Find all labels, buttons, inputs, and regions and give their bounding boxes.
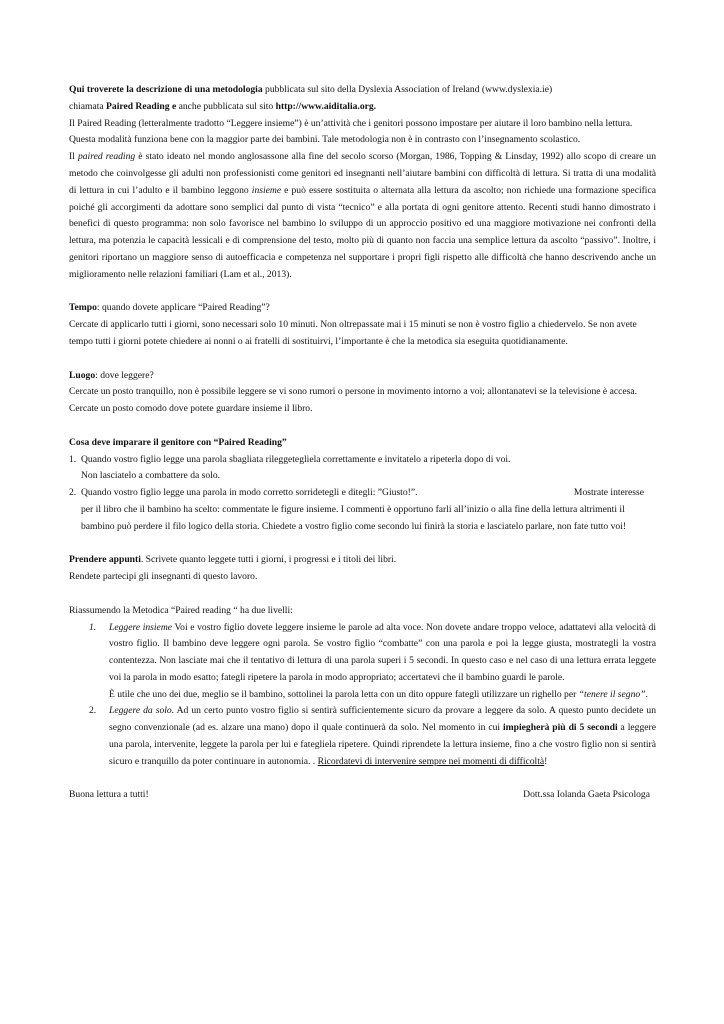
luogo-heading: Luogo: dove leggere? — [69, 369, 154, 381]
level-2: 2. Leggere da solo. Ad un certo punto vostro figlio si sentirà sufficientemente sicuro da provare a leggere da solo. A questo punto decidete un segno convenzionale (ad es. alzare una mano) dopo il quale continuerà da solo. Nel momento in cui impiegherà più di 5 secondi a leggere una parola, intervenite, leggete la parola per lui e fategliela ripetere. Quindi riprendete la lettura insieme, fino a che vostro figlio non si sentirà sicuro e tranquillo da poter continuare in autonomia. . Ricordatevi di intervenire sempre nei momenti di difficoltà! — [89, 705, 656, 767]
tempo-text: Cercate di applicarlo tutti i giorni, sono necessari solo 10 minuti. Non oltrepassate mai i 15 minuti se non è vostro figlio a chiedervelo. Se non avete tempo tutti i giorni potete chiedere ai nonni o ai fratelli di sostituirvi, l’importante è che la metodica sia eseguita quotidianamente. — [69, 319, 637, 347]
level-1: 1. Leggere insieme Voi e vostro figlio dovete leggere insieme le parole ad alta voce. Non dovete andare troppo veloce, adattatevi alla velocità di vostro figlio. Il bambino deve leggere ogni parola. Se vostro figlio “combatte” con una parola e poi la legge giusta, mostrategli la vostra contentezza. Non lasciate mai che il tentativo di lettura di una parola superi i 5 secondi. In questo caso e nel caso di una lettura errata leggete voi la parola in modo esatto; fategli ripetere la parola in modo appropriato; accertatevi che il bambino guardi le parole. È utile che uno dei due, meglio se il bambino, sottolinei la parola letta con un dito oppure fategli utilizzare un righello per “tenere il segno”. — [89, 621, 656, 700]
appunti-line-2: Rendete partecipi gli insegnanti di questo lavoro. — [69, 571, 258, 583]
genitore-item-2: 2. Quando vostro figlio legge una parola in modo corretto sorridetegli e ditegli: ”Giusto!”. Mostrate interesse — [69, 487, 644, 499]
genitore-heading: Cosa deve imparare il genitore con “Paired Reading” — [69, 436, 287, 448]
footer — [69, 787, 656, 804]
intro-line-1: Qui troverete la descrizione di una metodologia pubblicata sul sito della Dyslexia Association of Ireland (www.dyslexia.ie) — [69, 84, 553, 95]
document-page — [69, 82, 656, 804]
genitore-item-2-cont-1: per il libro che il bambino ha scelto: commentate le figure insieme. I commenti è opportuno farli all’inizio o alla fine della lettura altrimenti il — [81, 503, 625, 515]
riassunto-intro: Riassumendo la Metodica “Paired reading “ ha due livelli: — [69, 604, 293, 616]
intro-line-3: Il Paired Reading (letteralmente tradotto “Leggere insieme”) è un’attività che i genitori possono impostare per aiutare il loro bambino nella lettura. — [69, 117, 633, 129]
genitore-item-2-cont-2: bambino può perdere il filo logico della storia. Chiedete a vostro figlio come secondo lui finirà la storia e lasciatelo parlare, non fate tutto voi! — [81, 520, 627, 532]
aiditalia-link[interactable]: http://www.aiditalia.org. — [275, 100, 377, 112]
genitore-item-1: 1. Quando vostro figlio legge una parola sbagliata rileggetegliela correttamente e invitatelo a ripeterla dopo di voi. — [69, 453, 511, 465]
appunti-heading: Prendere appunti. Scrivete quanto leggete tutti i giorni, i progressi e i titoli dei libri. — [69, 554, 397, 566]
signature: Dott.ssa Iolanda Gaeta Psicologa — [523, 789, 650, 801]
intro-line-4: Questa modalità funziona bene con la maggior parte dei bambini. Tale metodologia non è in contrasto con l’insegnamento scolastico. — [69, 134, 581, 146]
intro-line-2: chiamata Paired Reading e anche pubblicata sul sito http://www.aiditalia.org. — [69, 100, 377, 112]
luogo-line-2: Cercate un posto comodo dove potete guardare insieme il libro. — [69, 403, 313, 415]
intro-paragraph: Il paired reading è stato ideato nel mondo anglosassone alla fine del secolo scorso (Morgan, 1986, Topping & Linsday, 1992) allo scopo di creare un metodo che coinvolgesse gli adulti non professionisti come genitori ed insegnanti nell’aiutare bambini con difficoltà di lettura. Si tratta di una modalità di lettura in cui l’adulto e il bambino leggono insieme e può essere sostituita o alternata alla lettura da ascolto; non richiede una formazione specifica poiché gli accorgimenti da adottare sono semplici dal punto di vista “tecnico” e alla portata di ogni genitore attento. Recenti studi hanno dimostrato i benefici di questo programma: non solo favorisce nel bambino lo sviluppo di un approccio positivo ed una maggiore motivazione nei confronti della lettura, ma potenzia le capacità lessicali e di comprensione del testo, molto più di quanto non faccia una semplice lettura da ascolto “passivo”. Inoltre, i genitori riportano un maggiore senso di autoefficacia e competenza nel supportare i propri figli rispetto alle difficoltà che hanno descrivendo anche un miglioramento nelle relazioni familiari (Lam et al., 2013). — [69, 151, 656, 280]
closing-text: Buona lettura a tutti! — [69, 789, 149, 801]
luogo-line-1: Cercate un posto tranquillo, non è possibile leggere se vi sono rumori o persone in movimento intorno a voi; allontanatevi se la televisione è accesa. — [69, 386, 638, 398]
genitore-item-1-cont: Non lasciatelo a combattere da solo. — [81, 470, 221, 482]
tempo-heading: Tempo: quando dovete applicare “Paired Reading”? — [69, 302, 270, 314]
